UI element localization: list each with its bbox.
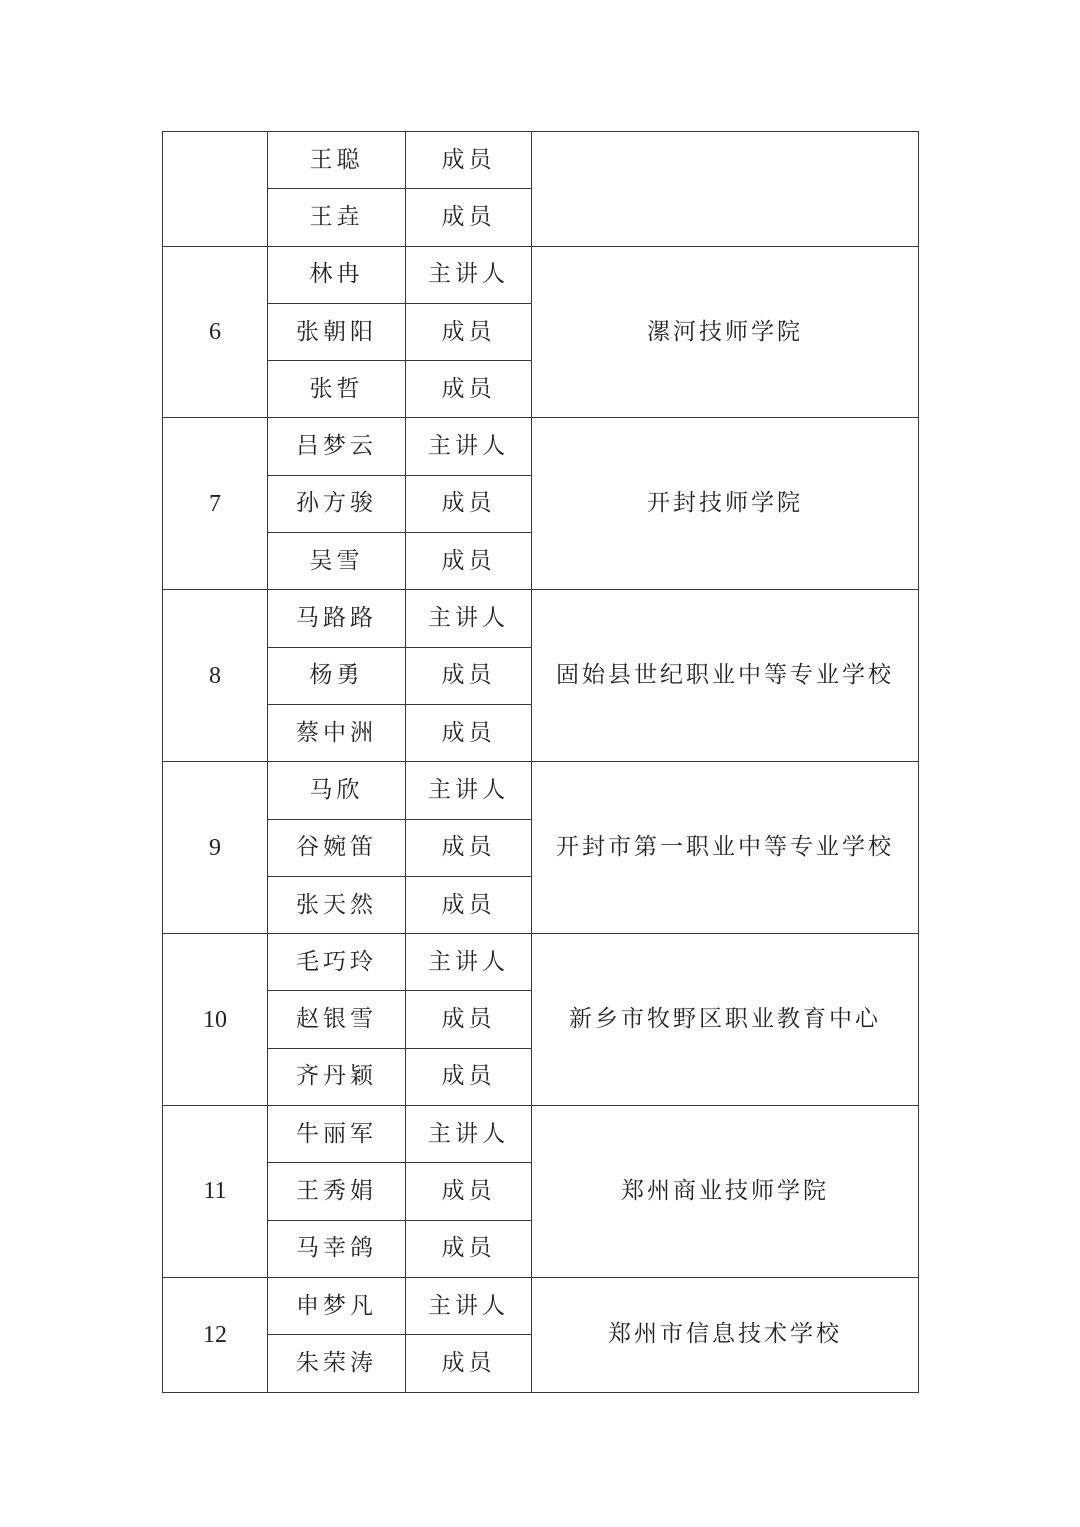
school-name: 漯河技师学院 xyxy=(532,246,919,418)
member-name: 林冉 xyxy=(268,246,406,303)
group-number: 8 xyxy=(163,590,268,762)
school-name: 郑州市信息技术学校 xyxy=(532,1277,919,1392)
member-role: 主讲人 xyxy=(406,418,532,475)
member-role: 成员 xyxy=(406,1335,532,1392)
member-name: 王聪 xyxy=(268,132,406,189)
group-number: 12 xyxy=(163,1277,268,1392)
member-name: 杨勇 xyxy=(268,647,406,704)
member-name: 张朝阳 xyxy=(268,303,406,360)
member-name: 蔡中洲 xyxy=(268,704,406,761)
member-role: 主讲人 xyxy=(406,246,532,303)
member-name: 朱荣涛 xyxy=(268,1335,406,1392)
member-role: 主讲人 xyxy=(406,590,532,647)
member-name: 赵银雪 xyxy=(268,991,406,1048)
table-row xyxy=(163,132,919,189)
table-row xyxy=(163,1277,919,1334)
table-row xyxy=(163,762,919,819)
member-role: 主讲人 xyxy=(406,934,532,991)
member-role: 成员 xyxy=(406,991,532,1048)
member-name: 谷婉笛 xyxy=(268,819,406,876)
member-name: 马路路 xyxy=(268,590,406,647)
school-name: 开封技师学院 xyxy=(532,418,919,590)
member-role: 成员 xyxy=(406,1163,532,1220)
member-role: 主讲人 xyxy=(406,1106,532,1163)
member-name: 王垚 xyxy=(268,189,406,246)
school-name: 郑州商业技师学院 xyxy=(532,1106,919,1278)
member-role: 成员 xyxy=(406,189,532,246)
group-number: 11 xyxy=(163,1106,268,1278)
member-name: 马欣 xyxy=(268,762,406,819)
member-name: 王秀娟 xyxy=(268,1163,406,1220)
member-name: 吕梦云 xyxy=(268,418,406,475)
member-name: 齐丹颖 xyxy=(268,1048,406,1105)
group-number xyxy=(163,132,268,247)
member-role: 成员 xyxy=(406,303,532,360)
school-name xyxy=(532,132,919,247)
member-role: 成员 xyxy=(406,1048,532,1105)
school-name: 固始县世纪职业中等专业学校 xyxy=(532,590,919,762)
group-number: 10 xyxy=(163,934,268,1106)
member-name: 牛丽军 xyxy=(268,1106,406,1163)
group-number: 6 xyxy=(163,246,268,418)
member-role: 主讲人 xyxy=(406,762,532,819)
member-name: 吴雪 xyxy=(268,533,406,590)
table-row xyxy=(163,418,919,475)
member-name: 张天然 xyxy=(268,876,406,933)
school-name: 开封市第一职业中等专业学校 xyxy=(532,762,919,934)
table-row xyxy=(163,1106,919,1163)
member-name: 申梦凡 xyxy=(268,1277,406,1334)
table-row xyxy=(163,590,919,647)
member-name: 孙方骏 xyxy=(268,475,406,532)
member-name: 张哲 xyxy=(268,361,406,418)
member-role: 成员 xyxy=(406,704,532,761)
member-name: 马幸鸽 xyxy=(268,1220,406,1277)
member-role: 成员 xyxy=(406,819,532,876)
member-role: 成员 xyxy=(406,876,532,933)
roster-table xyxy=(162,131,919,1393)
school-name: 新乡市牧野区职业教育中心 xyxy=(532,934,919,1106)
member-role: 成员 xyxy=(406,647,532,704)
table-row xyxy=(163,934,919,991)
group-number: 7 xyxy=(163,418,268,590)
member-role: 成员 xyxy=(406,132,532,189)
member-role: 成员 xyxy=(406,1220,532,1277)
member-role: 成员 xyxy=(406,361,532,418)
member-role: 成员 xyxy=(406,475,532,532)
group-number: 9 xyxy=(163,762,268,934)
member-name: 毛巧玲 xyxy=(268,934,406,991)
member-role: 主讲人 xyxy=(406,1277,532,1334)
member-role: 成员 xyxy=(406,533,532,590)
table-row xyxy=(163,246,919,303)
